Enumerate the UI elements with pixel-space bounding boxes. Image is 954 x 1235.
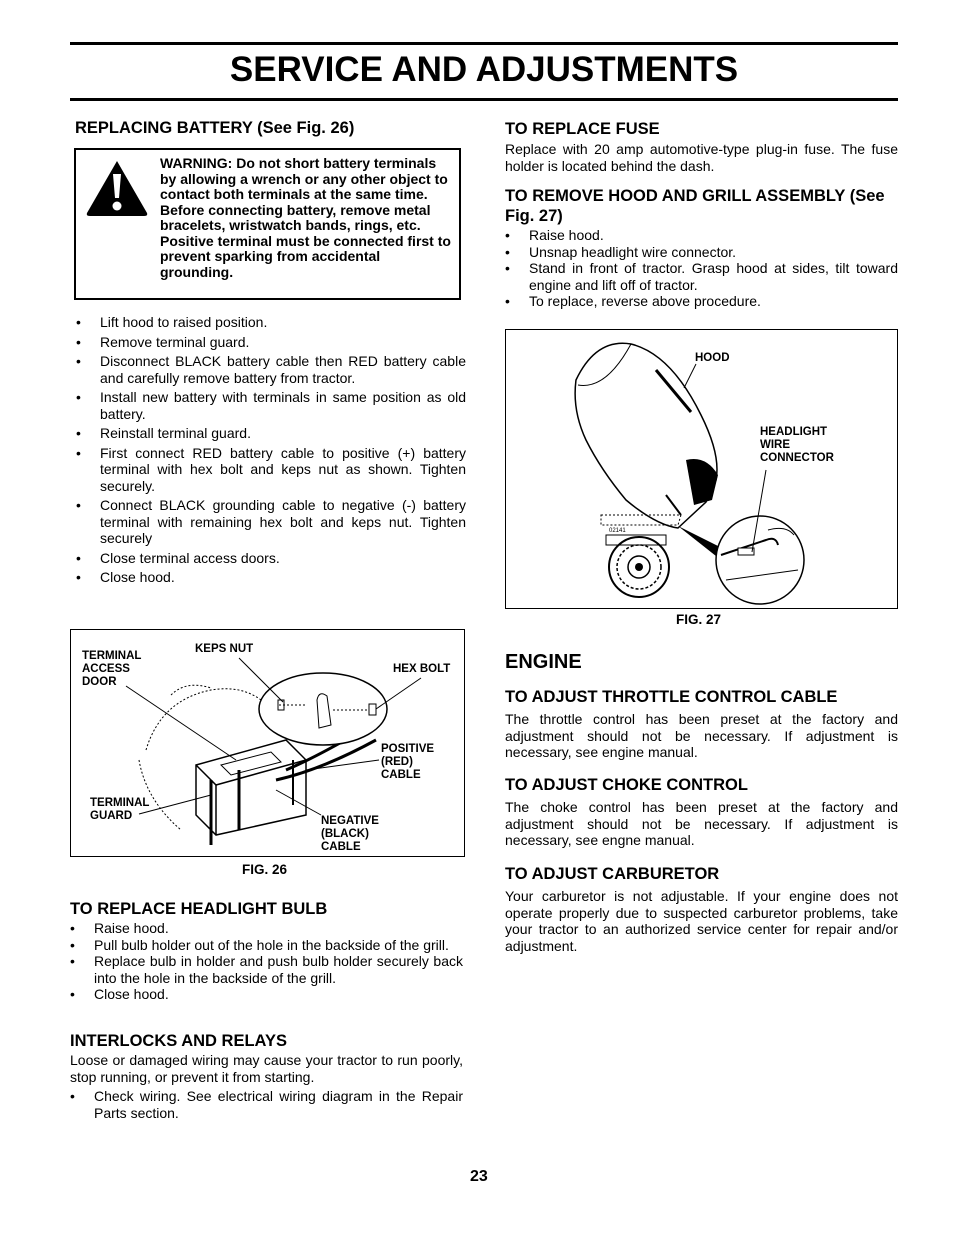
fuse-heading: TO REPLACE FUSE [505, 120, 660, 138]
battery-step-item: • Connect BLACK grounding cable to negative (-) battery terminal with remaining hex bolt and keps nut. Tighten securely [72, 497, 466, 547]
battery-step-item: • Close terminal access doors. [72, 550, 466, 567]
label-terminal-guard: TERMINAL GUARD [90, 797, 150, 822]
carburetor-body: Your carburetor is not adjustable. If your engine does not operate properly due to suspected carburetor problems, take your tractor to an authorized service center for repair and/or adjustment. [505, 888, 898, 954]
interlocks-heading: INTERLOCKS AND RELAYS [70, 1032, 287, 1050]
interlocks-steps-list [66, 1088, 463, 1121]
hood-steps-list [501, 227, 898, 310]
battery-step-item: • Close hood. [72, 569, 466, 586]
label-negative-cable: NEGATIVE (BLACK) CABLE [321, 815, 379, 853]
battery-steps-list [72, 314, 466, 589]
hood-diagram-illustration [506, 330, 896, 607]
headlight-step-item: • Close hood. [66, 986, 463, 1003]
headlight-step-item: • Replace bulb in holder and push bulb holder securely back into the hole in the backside of the grill. [66, 953, 463, 986]
battery-step-item: • First connect RED battery cable to positive (+) battery terminal with hex bolt and keps nut as shown. Tighten securely. [72, 445, 466, 495]
battery-step-item: • Lift hood to raised position. [72, 314, 466, 331]
headlight-heading: TO REPLACE HEADLIGHT BULB [70, 900, 328, 918]
battery-step-item: • Reinstall terminal guard. [72, 425, 466, 442]
choke-body: The choke control has been preset at the factory and adjustment should not be necessary. If adjustment is necessary, see engne manual. [505, 799, 898, 848]
figure-26 [70, 629, 465, 857]
hood-step-item: • Stand in front of tractor. Grasp hood at sides, tilt toward engine and lift off of tractor. [501, 260, 898, 293]
headlight-steps-list [66, 920, 463, 1003]
interlocks-body: Loose or damaged wiring may cause your tractor to run poorly, stop running, or prevent it from starting. [70, 1052, 463, 1085]
battery-step-item: • Install new battery with terminals in same position as old battery. [72, 389, 466, 422]
figure-27 [505, 329, 898, 609]
battery-step-item: • Remove terminal guard. [72, 334, 466, 351]
label-hex-bolt: HEX BOLT [393, 663, 451, 675]
hood-step-item: • To replace, reverse above procedure. [501, 293, 898, 310]
headlight-step-item: • Pull bulb holder out of the hole in the backside of the grill. [66, 937, 463, 954]
carburetor-heading: TO ADJUST CARBURETOR [505, 865, 720, 883]
throttle-body: The throttle control has been preset at the factory and adjustment should not be necessary. If adjustment is necessary, see engine manual. [505, 711, 898, 760]
label-headlight-wire-connector: HEADLIGHT WIRE CONNECTOR [760, 426, 834, 464]
hood-heading: TO REMOVE HOOD AND GRILL ASSEMBLY (See Fig. 27) [505, 187, 885, 225]
label-keps-nut: KEPS NUT [195, 643, 254, 655]
warning-triangle-icon [84, 158, 150, 218]
battery-heading: REPLACING BATTERY (See Fig. 26) [75, 119, 355, 137]
fig-27-caption: FIG. 27 [676, 612, 722, 627]
warning-box [74, 148, 461, 300]
title-rule [70, 98, 898, 101]
label-part-code: 02141 [609, 528, 626, 534]
engine-heading: ENGINE [505, 651, 582, 673]
interlocks-step-item: • Check wiring. See electrical wiring diagram in the Repair Parts section. [66, 1088, 463, 1121]
throttle-heading: TO ADJUST THROTTLE CONTROL CABLE [505, 688, 838, 706]
battery-step-item: • Disconnect BLACK battery cable then RED battery cable and carefully remove battery from tractor. [72, 353, 466, 386]
hood-step-item: • Raise hood. [501, 227, 898, 244]
page-number: 23 [470, 1168, 488, 1185]
top-rule [70, 42, 898, 45]
hood-step-item: • Unsnap headlight wire connector. [501, 244, 898, 261]
choke-heading: TO ADJUST CHOKE CONTROL [505, 776, 748, 794]
headlight-step-item: • Raise hood. [66, 920, 463, 937]
fig-26-caption: FIG. 26 [242, 862, 288, 877]
label-terminal-access-door: TERMINAL ACCESS DOOR [82, 650, 142, 688]
label-positive-cable: POSITIVE (RED) CABLE [381, 743, 435, 781]
fuse-body: Replace with 20 amp automotive-type plug-in fuse. The fuse holder is located behind the dash. [505, 141, 898, 174]
warning-text: WARNING: Do not short battery terminals by allowing a wrench or any other object to contact both terminals at the same time. Before connecting battery, remove metal bracelets, wristwatch bands, rings, etc. Positive terminal must be connected first to prevent sparking from accidental grounding. [160, 155, 451, 280]
label-hood: HOOD [695, 352, 730, 364]
page-title: SERVICE AND ADJUSTMENTS [229, 50, 739, 89]
